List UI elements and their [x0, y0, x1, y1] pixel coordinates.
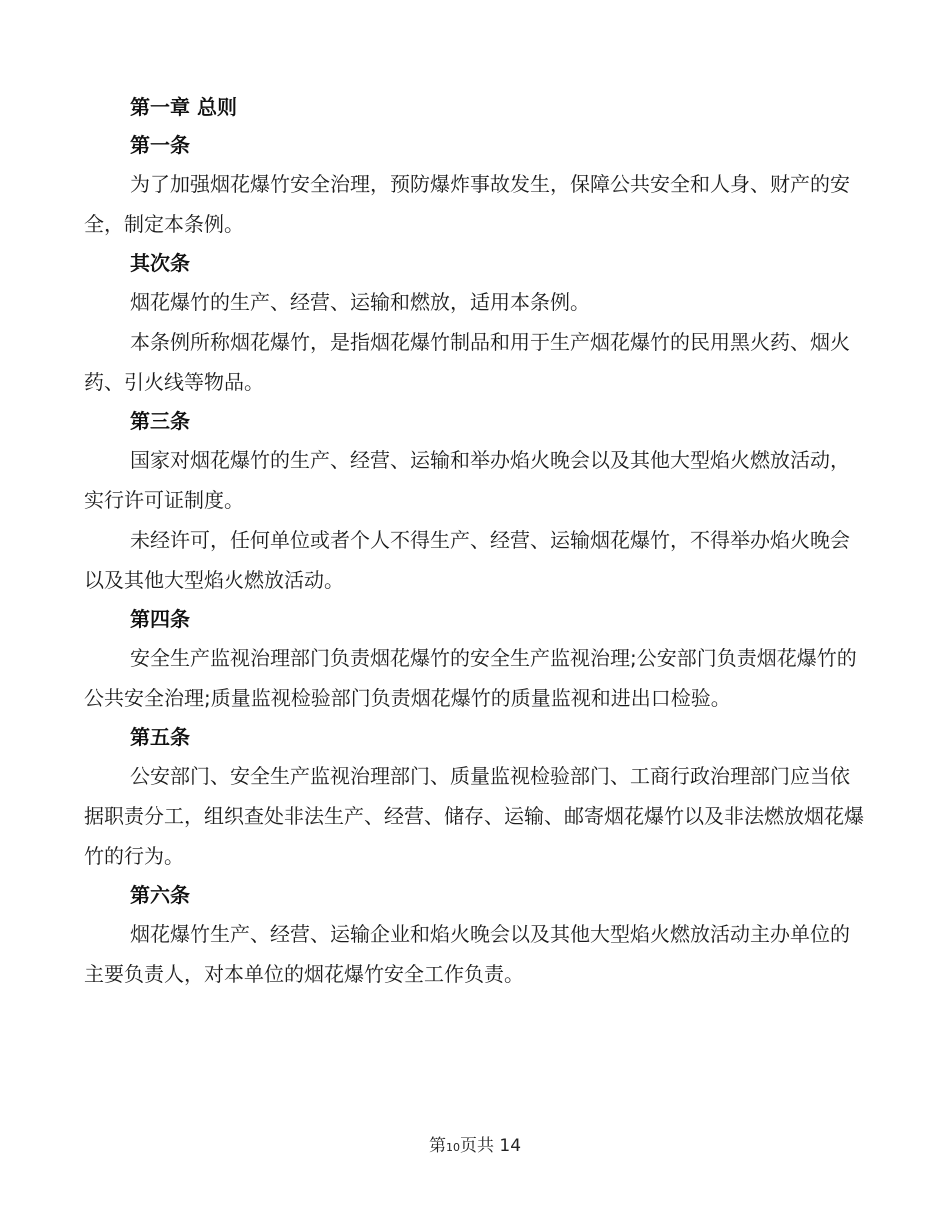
article-3-paragraph-2: 未经许可，任何单位或者个人不得生产、经营、运输烟花爆竹，不得举办焰火晚会以及其他大型焰火燃放活动。 — [84, 528, 850, 592]
article-heading-6: 第六条 — [130, 883, 190, 907]
article-heading-2: 其次条 — [130, 251, 190, 275]
article-4-paragraph-1: 安全生产监视治理部门负责烟花爆竹的安全生产监视治理;公安部门负责烟花爆竹的公共安全治理;质量监视检验部门负责烟花爆竹的质量监视和进出口检验。 — [84, 646, 857, 710]
footer-page-number: 10 — [445, 1141, 460, 1154]
article-6-paragraph-1: 烟花爆竹生产、经营、运输企业和焰火晚会以及其他大型焰火燃放活动主办单位的主要负责人，对本单位的烟花爆竹安全工作负责。 — [84, 922, 850, 986]
chapter-title: 第一章 总则 — [130, 95, 237, 119]
article-heading-1: 第一条 — [130, 133, 190, 157]
article-2-paragraph-1: 烟花爆竹的生产、经营、运输和燃放，适用本条例。 — [130, 290, 590, 314]
article-heading-4: 第四条 — [130, 607, 190, 631]
article-2-paragraph-2: 本条例所称烟花爆竹，是指烟花爆竹制品和用于生产烟花爆竹的民用黑火药、烟火药、引火线等物品。 — [84, 330, 850, 394]
page-footer — [0, 1134, 950, 1160]
article-1-paragraph-1: 为了加强烟花爆竹安全治理，预防爆炸事故发生，保障公共安全和人身、财产的安全，制定本条例。 — [84, 172, 850, 236]
footer-suffix: 页共 14 — [459, 1136, 522, 1156]
footer-prefix: 第 — [428, 1136, 446, 1156]
article-heading-3: 第三条 — [130, 409, 190, 433]
document-body — [84, 88, 864, 994]
article-5-paragraph-1: 公安部门、安全生产监视治理部门、质量监视检验部门、工商行政治理部门应当依据职责分工，组织查处非法生产、经营、储存、运输、邮寄烟花爆竹以及非法燃放烟花爆竹的行为。 — [84, 764, 864, 868]
article-heading-5: 第五条 — [130, 725, 190, 749]
article-3-paragraph-1: 国家对烟花爆竹的生产、经营、运输和举办焰火晚会以及其他大型焰火燃放活动，实行许可证制度。 — [84, 448, 850, 512]
